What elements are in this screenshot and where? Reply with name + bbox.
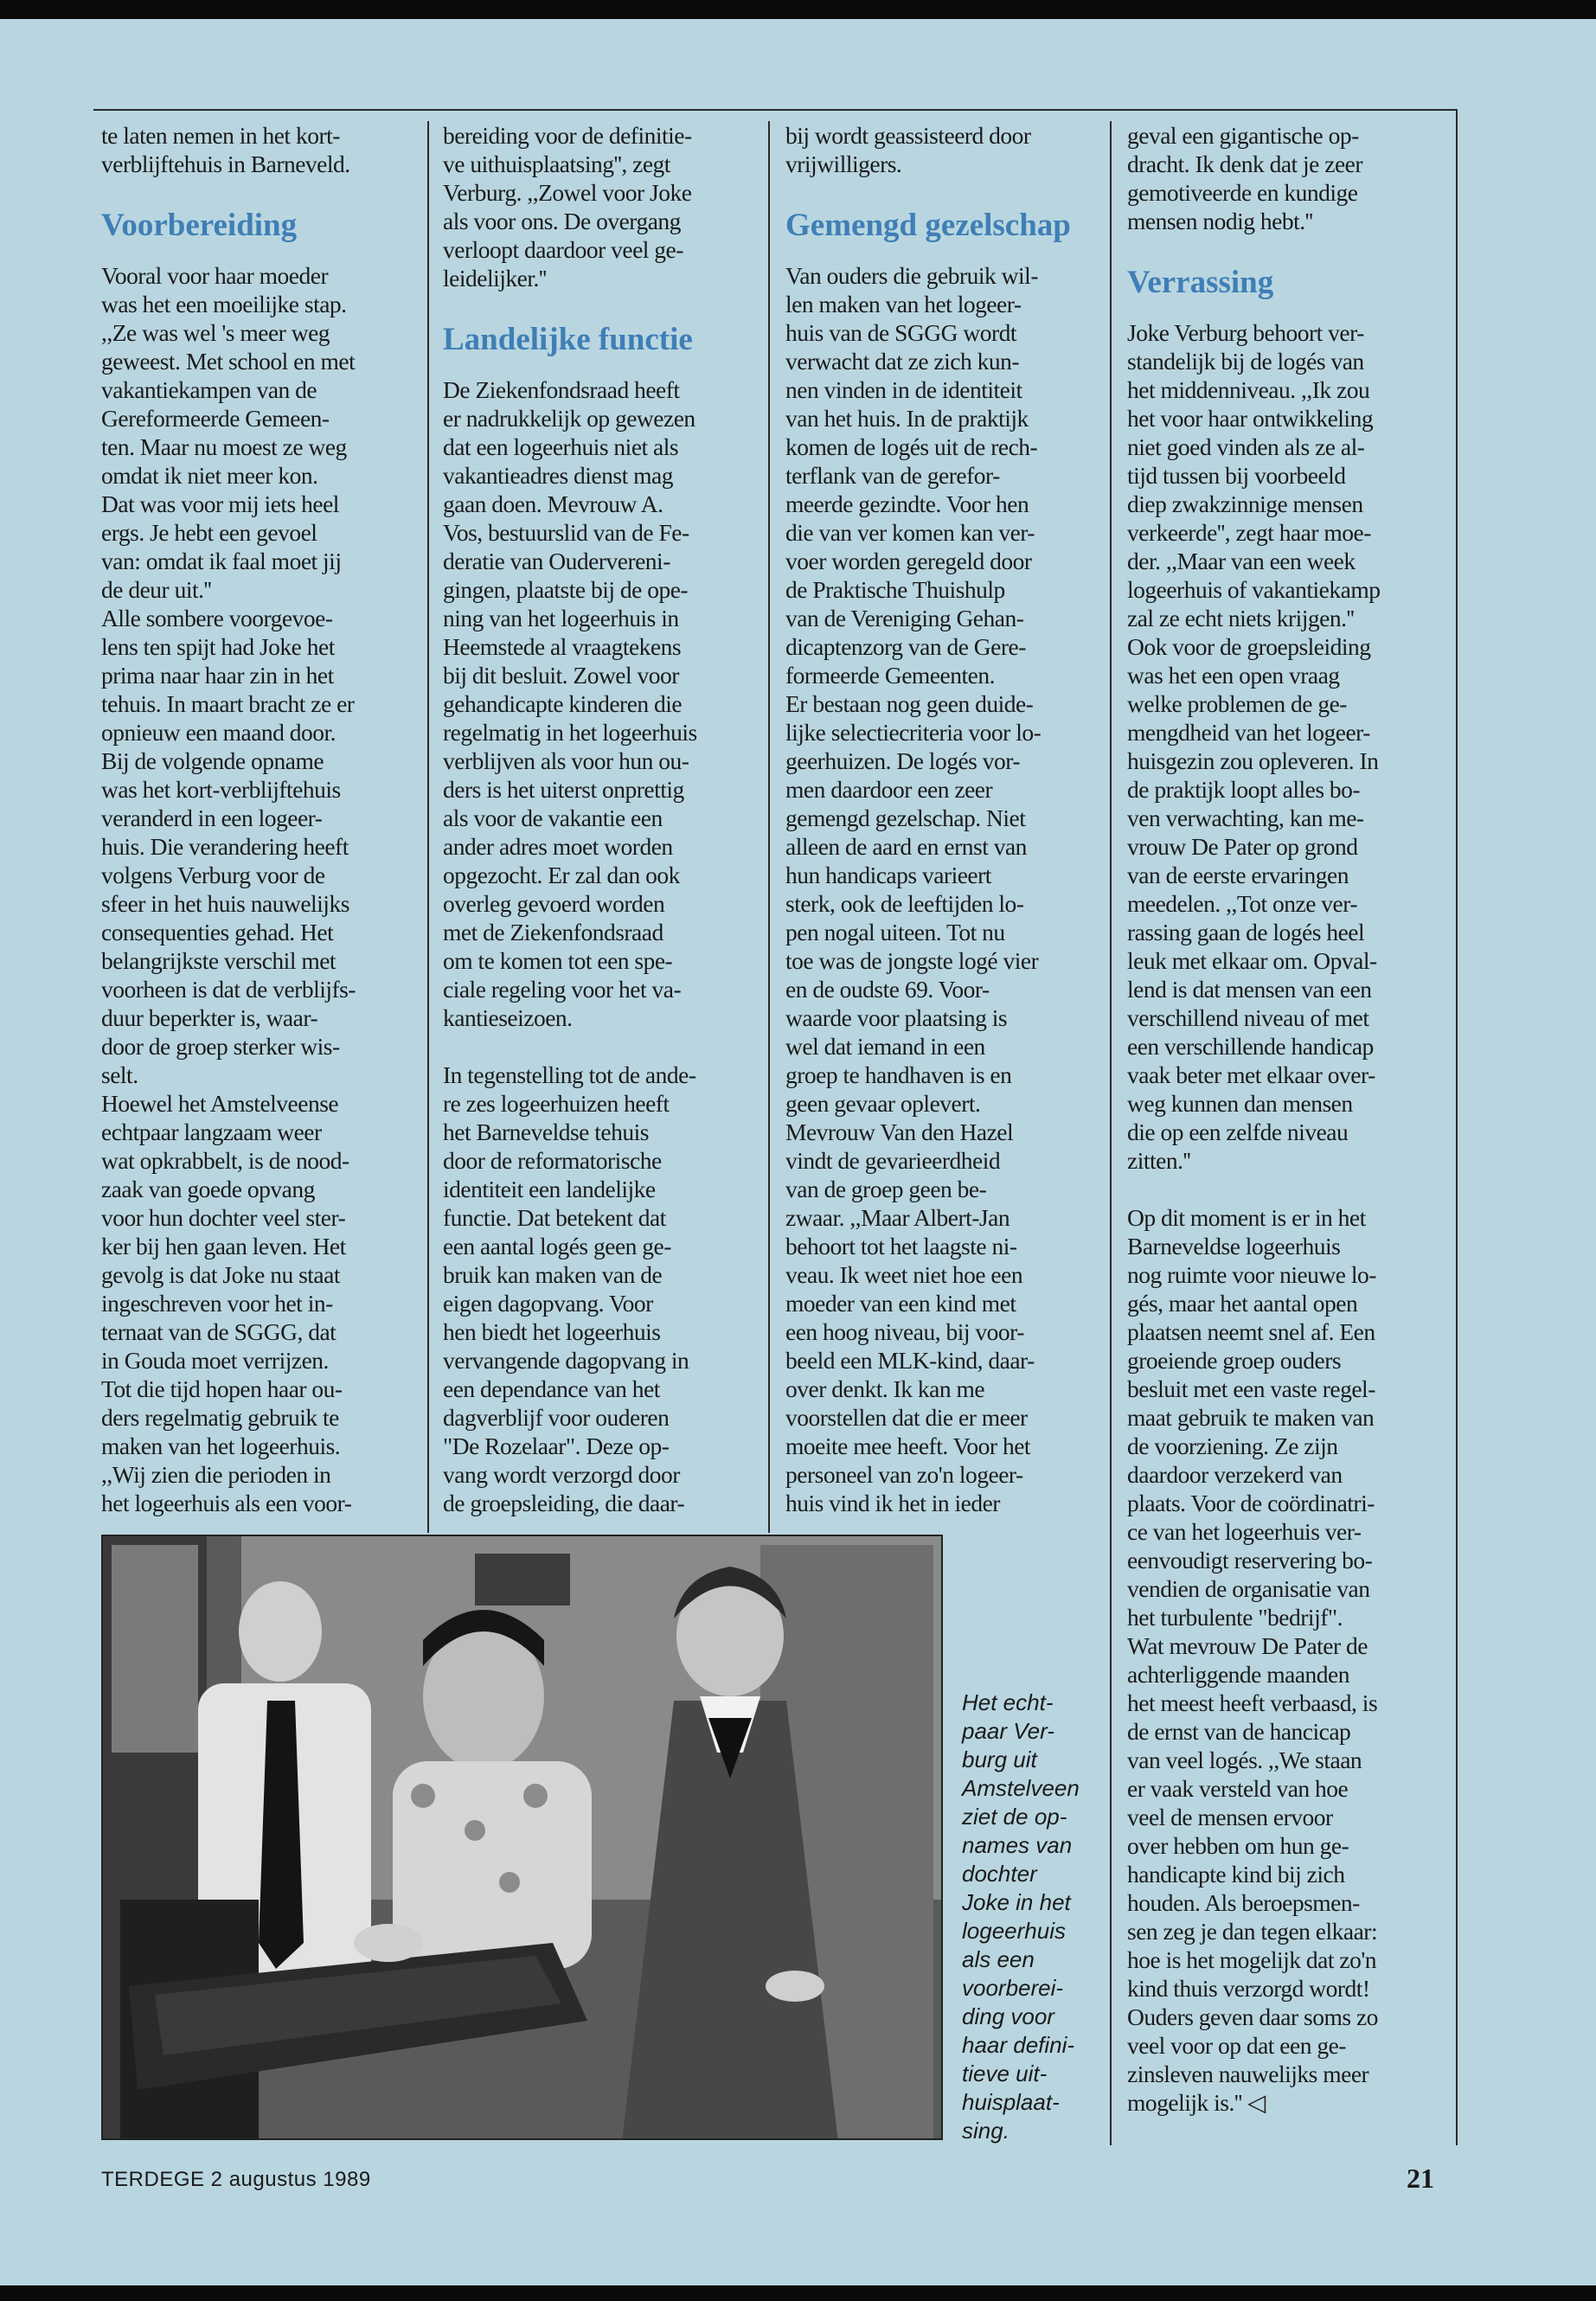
- body-paragraph: te laten nemen in het kort- verblijftehuis in Barneveld.: [101, 122, 350, 177]
- body-paragraph: geval een gigantische op- dracht. Ik denk dat je zeer gemotiveerde en kundige mensen nodig hebt.'': [1127, 122, 1363, 234]
- column-divider: [1110, 121, 1112, 2145]
- body-paragraph: bij wordt geassisteerd door vrijwilligers.: [785, 122, 1031, 177]
- column-divider: [427, 121, 429, 1533]
- photo-caption: Het echt- paar Ver- burg uit Amstelveen ziet de op- names van dochter Joke in het logeerhuis als een voorberei- ding voor haar defini- tieve uit- huisplaat- sing.: [962, 1689, 1080, 2144]
- section-heading: Verrassing: [1127, 265, 1274, 300]
- text-column-1: [101, 121, 421, 1517]
- body-paragraph: bereiding voor de definitie- ve uithuisplaatsing'', zegt Verburg. ,,Zowel voor Joke als voor ons. De overgang verloopt daardoor veel ge- leidelijker.'': [443, 122, 692, 292]
- body-paragraph: De Ziekenfondsraad heeft er nadrukkelijk op gewezen dat een logeerhuis niet als vakantieadres dienst mag gaan doen. Mevrouw A. Vos, bestuurslid van de Fe- deratie van Oudervereni- gingen, plaatste bij de ope- ning van het logeerhuis in Heemstede al vraagtekens bij dit besluit. Zowel voor gehandicapte kinderen die regelmatig in het logeerhuis verblijven als voor hun ou- ders is het uiterst onprettig als voor de vakantie een ander adres moet worden opgezocht. Er zal dan ook overleg gevoerd worden met de Ziekenfondsraad om te komen tot een spe- ciale regeling voor het va- kantieseizoen.: [443, 376, 697, 1031]
- body-paragraph: In tegenstelling tot de ande- re zes logeerhuizen heeft het Barneveldse tehuis door de reformatorische identiteit een landelijke functie. Dat betekent dat een aantal logés geen ge- bruik kan maken van de eigen dagopvang. Voor hen biedt het logeerhuis vervangende dagopvang in een dependance van het dagverblijf voor ouderen "De Rozelaar". Deze op- vang wordt verzorgd door de groepsleiding, die daar-: [443, 1061, 696, 1516]
- body-paragraph: Van ouders die gebruik wil- len maken van het logeer- huis van de SGGG wordt verwacht dat ze zich kun- nen vinden in de identiteit van het huis. In de praktijk komen de logés uit de rech- terflank van de gerefor- meerde gezindte. Voor hen die van ver komen kan ver- voer worden geregeld door de Praktische Thuishulp van de Vereniging Gehan- dicaptenzorg van de Gere- formeerde Gemeenten. Er bestaan nog geen duide- lijke selectiecriteria voor lo- geerhuizen. De logés vor- men daardoor een zeer gemengd gezelschap. Niet alleen de aard en ernst van hun handicaps varieert sterk, ook de leeftijden lo- pen nogal uiteen. Tot nu toe was de jongste logé vier en de oudste 69. Voor- waarde voor plaatsing is wel dat iemand in een groep te handhaven is en geen gevaar oplevert. Mevrouw Van den Hazel vindt de gevarieerdheid van de groep geen be- zwaar. ,,Maar Albert-Jan behoort tot het laagste ni- veau. Ik weet niet hoe een moeder van een kind met een hoog niveau, bij voor- beeld een MLK-kind, daar- over denkt. Ik kan me voorstellen dat die er meer moeite mee heeft. Voor het personeel van zo'n logeer- huis vind ik het in ieder: [785, 262, 1042, 1516]
- magazine-page: [0, 19, 1596, 2285]
- section-heading: Gemengd gezelschap: [785, 208, 1071, 243]
- page-right-rule: [1456, 109, 1458, 2145]
- column-divider: [768, 121, 770, 1533]
- section-heading: Landelijke functie: [443, 322, 693, 357]
- body-paragraph: Vooral voor haar moeder was het een moeilijke stap. ,,Ze was wel 's meer weg geweest. Met school en met vakantiekampen van de Gereformeerde Gemeen- ten. Maar nu moest ze weg omdat ik niet meer kon. Dat was voor mij iets heel ergs. Je hebt een gevoel van: omdat ik faal moet jij de deur uit.'' Alle sombere voorgevoe- lens ten spijt had Joke het prima naar haar zin in het tehuis. In maart bracht ze er opnieuw een maand door. Bij de volgende opname was het kort-verblijftehuis veranderd in een logeer- huis. Die verandering heeft volgens Verburg voor de sfeer in het huis nauwelijks consequenties gehad. Het belangrijkste verschil met voorheen is dat de verblijfs- duur beperkter is, waar- door de groep sterker wis- selt. Hoewel het Amstelveense echtpaar langzaam weer wat opkrabbelt, is de nood- zaak van goede opvang voor hun dochter veel ster- ker bij hen gaan leven. Het gevolg is dat Joke nu staat ingeschreven voor het in- ternaat van de SGGG, dat in Gouda moet verrijzen. Tot die tijd hopen haar ou- ders regelmatig gebruik te maken van het logeerhuis. ,,Wij zien die perioden in het logeerhuis als een voor-: [101, 262, 356, 1516]
- text-column-2: [443, 121, 763, 1517]
- family-photo-illustration: [103, 1536, 943, 2140]
- text-column-4: [1127, 121, 1452, 2117]
- text-column-3: [785, 121, 1106, 1517]
- top-rule: [93, 109, 1458, 111]
- magazine-footer: TERDEGE 2 augustus 1989: [101, 2168, 371, 2191]
- body-paragraph: Op dit moment is er in het Barneveldse logeerhuis nog ruimte voor nieuwe lo- gés, maar het aantal open plaatsen neemt snel af. Een groeiende groep ouders besluit met een vaste regel- maat gebruik te maken van de voorziening. Ze zijn daardoor verzekerd van plaats. Voor de coördinatri- ce van het logeerhuis ver- eenvoudigt reservering bo- vendien de organisatie van het turbulente "bedrijf". Wat mevrouw De Pater de achterliggende maanden het meest heeft verbaasd, is de ernst van de hancicap van veel logés. ,,We staan er vaak versteld van hoe veel de mensen ervoor over hebben om hun ge- handicapte kind bij zich houden. Als beroepsmen- sen zeg je dan tegen elkaar: hoe is het mogelijk dat zo'n kind thuis verzorgd wordt! Ouders geven daar soms zo veel voor op dat een ge- zinsleven nauwelijks meer mogelijk is.'' ◁: [1127, 1204, 1378, 2116]
- page-number: 21: [1407, 2163, 1434, 2194]
- section-heading: Voorbereiding: [101, 208, 298, 243]
- family-photo: [101, 1535, 943, 2140]
- body-paragraph: Joke Verburg behoort ver- standelijk bij de logés van het middenniveau. ,,Ik zou het voor haar ontwikkeling niet goed vinden als ze al- tijd tussen bij voorbeeld diep zwakzinnige mensen verkeerde'', zegt haar moe- der. ,,Maar van een week logeerhuis of vakantiekamp zal ze echt niets krijgen.'' Ook voor de groepsleiding was het een open vraag welke problemen de ge- mengdheid van het logeer- huisgezin zou opleveren. In de praktijk loopt alles bo- ven verwachting, kan me- vrouw De Pater op grond van de eerste ervaringen meedelen. ,,Tot onze ver- rassing gaan de logés heel leuk met elkaar om. Opval- lend is dat mensen van een verschillend niveau of met een verschillende handicap vaak beter met elkaar over- weg kunnen dan mensen die op een zelfde niveau zitten.'': [1127, 319, 1381, 1174]
